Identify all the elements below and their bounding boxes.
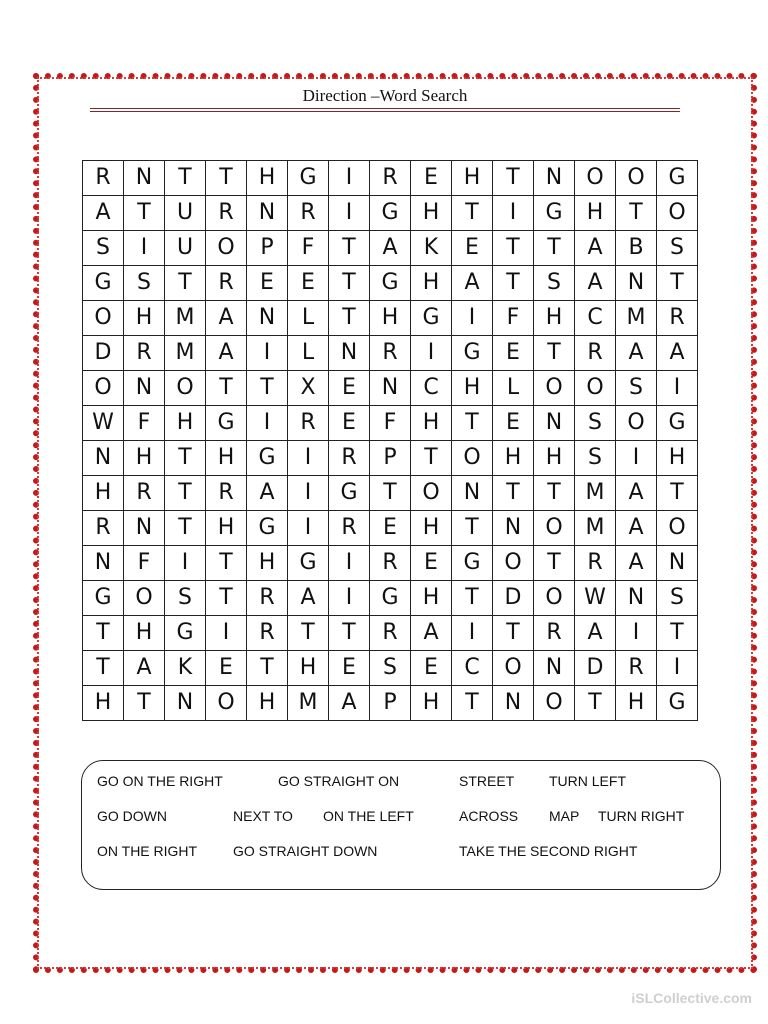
grid-cell: H	[411, 686, 452, 721]
grid-cell: R	[370, 546, 411, 581]
grid-cell: D	[575, 651, 616, 686]
grid-cell: E	[493, 336, 534, 371]
grid-cell: N	[370, 371, 411, 406]
grid-cell: O	[165, 371, 206, 406]
grid-cell: C	[452, 651, 493, 686]
word-list-item: ON THE RIGHT	[97, 843, 198, 859]
grid-cell: I	[288, 441, 329, 476]
grid-cell: A	[657, 336, 698, 371]
word-list-item: NEXT TO	[233, 808, 293, 824]
grid-cell: T	[452, 511, 493, 546]
grid-cell: T	[657, 266, 698, 301]
grid-cell: G	[370, 266, 411, 301]
grid-cell: H	[411, 266, 452, 301]
grid-cell: T	[493, 476, 534, 511]
grid-cell: C	[411, 371, 452, 406]
grid-cell: T	[493, 161, 534, 196]
grid-cell: I	[616, 616, 657, 651]
grid-cell: D	[493, 581, 534, 616]
grid-cell: T	[247, 651, 288, 686]
word-list-item: MAP	[549, 808, 580, 824]
grid-cell: S	[83, 231, 124, 266]
grid-cell: T	[329, 231, 370, 266]
watermark: iSLCollective.com	[631, 990, 752, 1006]
grid-cell: B	[616, 231, 657, 266]
grid-row	[83, 581, 698, 616]
grid-cell: A	[124, 651, 165, 686]
grid-cell: T	[83, 651, 124, 686]
grid-cell: P	[370, 686, 411, 721]
grid-cell: T	[493, 616, 534, 651]
grid-cell: T	[534, 336, 575, 371]
grid-cell: G	[247, 511, 288, 546]
grid-cell: I	[411, 336, 452, 371]
grid-cell: H	[83, 476, 124, 511]
word-list-item: TURN LEFT	[549, 773, 626, 789]
grid-cell: A	[411, 616, 452, 651]
grid-cell: T	[534, 231, 575, 266]
grid-row	[83, 371, 698, 406]
grid-cell: F	[124, 406, 165, 441]
word-list-box	[81, 760, 721, 890]
grid-cell: H	[534, 301, 575, 336]
grid-cell: R	[83, 511, 124, 546]
grid-cell: T	[206, 161, 247, 196]
grid-cell: F	[370, 406, 411, 441]
page-title: Direction –Word Search	[302, 86, 468, 105]
grid-cell: T	[124, 686, 165, 721]
grid-cell: F	[124, 546, 165, 581]
grid-cell: T	[452, 581, 493, 616]
grid-cell: N	[534, 161, 575, 196]
grid-cell: X	[288, 371, 329, 406]
grid-cell: G	[288, 546, 329, 581]
grid-cell: F	[288, 231, 329, 266]
grid-cell: T	[165, 476, 206, 511]
grid-cell: T	[329, 616, 370, 651]
grid-cell: I	[616, 441, 657, 476]
grid-cell: O	[657, 196, 698, 231]
grid-cell: H	[411, 511, 452, 546]
grid-cell: O	[575, 161, 616, 196]
grid-cell: A	[575, 231, 616, 266]
grid-cell: G	[452, 546, 493, 581]
grid-cell: S	[534, 266, 575, 301]
grid-cell: E	[329, 406, 370, 441]
grid-cell: R	[534, 616, 575, 651]
grid-cell: N	[247, 301, 288, 336]
grid-cell: A	[575, 616, 616, 651]
grid-cell: R	[370, 336, 411, 371]
grid-cell: O	[616, 161, 657, 196]
grid-cell: N	[493, 511, 534, 546]
grid-cell: H	[411, 196, 452, 231]
grid-row	[83, 161, 698, 196]
grid-cell: G	[452, 336, 493, 371]
grid-cell: R	[657, 301, 698, 336]
grid-cell: S	[657, 581, 698, 616]
grid-cell: S	[575, 406, 616, 441]
word-list-item: GO DOWN	[97, 808, 167, 824]
grid-cell: H	[206, 511, 247, 546]
grid-cell: G	[165, 616, 206, 651]
grid-row	[83, 301, 698, 336]
grid-cell: A	[575, 266, 616, 301]
grid-cell: S	[657, 231, 698, 266]
grid-cell: H	[247, 546, 288, 581]
grid-cell: R	[206, 266, 247, 301]
grid-cell: R	[575, 546, 616, 581]
grid-cell: O	[534, 371, 575, 406]
grid-cell: T	[452, 406, 493, 441]
grid-cell: O	[534, 581, 575, 616]
grid-cell: E	[329, 371, 370, 406]
grid-cell: H	[411, 406, 452, 441]
grid-cell: H	[575, 196, 616, 231]
grid-cell: M	[165, 301, 206, 336]
word-list-item: ON THE LEFT	[323, 808, 414, 824]
grid-cell: I	[657, 371, 698, 406]
grid-cell: G	[657, 686, 698, 721]
grid-cell: R	[370, 161, 411, 196]
grid-cell: O	[657, 511, 698, 546]
grid-cell: H	[124, 441, 165, 476]
grid-cell: T	[165, 511, 206, 546]
grid-cell: R	[83, 161, 124, 196]
grid-cell: D	[83, 336, 124, 371]
grid-cell: L	[493, 371, 534, 406]
grid-cell: T	[288, 616, 329, 651]
grid-cell: E	[247, 266, 288, 301]
grid-cell: I	[247, 336, 288, 371]
grid-cell: O	[493, 546, 534, 581]
grid-cell: I	[329, 546, 370, 581]
grid-cell: R	[288, 196, 329, 231]
grid-cell: M	[575, 511, 616, 546]
grid-cell: T	[534, 546, 575, 581]
grid-cell: H	[534, 441, 575, 476]
grid-cell: E	[370, 511, 411, 546]
grid-cell: S	[575, 441, 616, 476]
grid-cell: T	[165, 266, 206, 301]
grid-cell: H	[124, 616, 165, 651]
word-list-item: GO ON THE RIGHT	[97, 773, 223, 789]
grid-cell: G	[411, 301, 452, 336]
grid-cell: I	[288, 511, 329, 546]
grid-cell: P	[370, 441, 411, 476]
grid-row	[83, 266, 698, 301]
grid-cell: O	[124, 581, 165, 616]
grid-cell: R	[288, 406, 329, 441]
grid-cell: R	[206, 476, 247, 511]
grid-cell: A	[616, 546, 657, 581]
grid-cell: O	[616, 406, 657, 441]
word-list-item: GO STRAIGHT ON	[278, 773, 400, 789]
grid-cell: G	[534, 196, 575, 231]
grid-cell: N	[247, 196, 288, 231]
grid-cell: I	[452, 616, 493, 651]
title-underline	[90, 108, 680, 112]
grid-cell: G	[657, 406, 698, 441]
grid-cell: I	[329, 161, 370, 196]
grid-row	[83, 511, 698, 546]
grid-cell: F	[493, 301, 534, 336]
grid-cell: H	[370, 301, 411, 336]
grid-cell: N	[452, 476, 493, 511]
grid-cell: A	[616, 336, 657, 371]
grid-cell: G	[657, 161, 698, 196]
grid-cell: I	[657, 651, 698, 686]
grid-row	[83, 476, 698, 511]
grid-cell: T	[657, 616, 698, 651]
grid-cell: T	[165, 441, 206, 476]
grid-cell: R	[206, 196, 247, 231]
grid-cell: R	[247, 616, 288, 651]
grid-cell: R	[247, 581, 288, 616]
grid-cell: E	[452, 231, 493, 266]
grid-cell: L	[288, 336, 329, 371]
grid-cell: T	[575, 686, 616, 721]
grid-cell: K	[411, 231, 452, 266]
grid-cell: I	[288, 476, 329, 511]
grid-cell: I	[452, 301, 493, 336]
grid-cell: E	[288, 266, 329, 301]
grid-cell: G	[370, 581, 411, 616]
grid-row	[83, 616, 698, 651]
grid-cell: G	[288, 161, 329, 196]
grid-row	[83, 441, 698, 476]
grid-cell: T	[206, 546, 247, 581]
grid-cell: O	[575, 371, 616, 406]
grid-cell: T	[329, 301, 370, 336]
grid-cell: N	[329, 336, 370, 371]
grid-row	[83, 336, 698, 371]
grid-cell: N	[657, 546, 698, 581]
grid-cell: I	[329, 581, 370, 616]
grid-cell: P	[247, 231, 288, 266]
grid-cell: M	[616, 301, 657, 336]
grid-cell: I	[247, 406, 288, 441]
grid-cell: N	[83, 546, 124, 581]
grid-cell: E	[493, 406, 534, 441]
grid-cell: N	[83, 441, 124, 476]
grid-cell: E	[206, 651, 247, 686]
grid-row	[83, 686, 698, 721]
grid-cell: O	[493, 651, 534, 686]
grid-cell: A	[329, 686, 370, 721]
grid-cell: R	[329, 441, 370, 476]
grid-cell: O	[411, 476, 452, 511]
grid-cell: M	[288, 686, 329, 721]
grid-cell: E	[411, 546, 452, 581]
grid-cell: I	[329, 196, 370, 231]
grid-cell: S	[165, 581, 206, 616]
word-search-grid	[82, 160, 698, 721]
grid-cell: M	[165, 336, 206, 371]
grid-cell: G	[370, 196, 411, 231]
grid-cell: E	[329, 651, 370, 686]
grid-cell: H	[247, 686, 288, 721]
grid-cell: N	[616, 581, 657, 616]
grid-cell: W	[83, 406, 124, 441]
grid-cell: T	[124, 196, 165, 231]
grid-cell: H	[493, 441, 534, 476]
grid-cell: G	[247, 441, 288, 476]
grid-cell: H	[247, 161, 288, 196]
grid-cell: T	[206, 581, 247, 616]
grid-cell: L	[288, 301, 329, 336]
grid-row	[83, 196, 698, 231]
grid-cell: N	[493, 686, 534, 721]
grid-cell: T	[83, 616, 124, 651]
grid-cell: N	[165, 686, 206, 721]
grid-cell: T	[206, 371, 247, 406]
grid-cell: O	[206, 686, 247, 721]
grid-cell: R	[616, 651, 657, 686]
grid-cell: N	[616, 266, 657, 301]
grid-cell: N	[534, 651, 575, 686]
grid-cell: T	[329, 266, 370, 301]
grid-cell: G	[206, 406, 247, 441]
grid-cell: T	[534, 476, 575, 511]
grid-cell: O	[83, 301, 124, 336]
grid-cell: T	[247, 371, 288, 406]
word-list-item: STREET	[459, 773, 515, 789]
grid-cell: A	[616, 511, 657, 546]
grid-cell: H	[411, 581, 452, 616]
grid-cell: G	[83, 581, 124, 616]
grid-cell: A	[83, 196, 124, 231]
grid-cell: O	[452, 441, 493, 476]
word-list-item: ACROSS	[459, 808, 519, 824]
grid-cell: W	[575, 581, 616, 616]
grid-cell: T	[411, 441, 452, 476]
grid-cell: O	[206, 231, 247, 266]
grid-cell: H	[83, 686, 124, 721]
grid-cell: S	[370, 651, 411, 686]
grid-cell: R	[124, 336, 165, 371]
grid-cell: R	[329, 511, 370, 546]
grid-cell: E	[411, 161, 452, 196]
grid-cell: G	[329, 476, 370, 511]
grid-cell: R	[124, 476, 165, 511]
grid-cell: S	[124, 266, 165, 301]
grid-cell: H	[452, 371, 493, 406]
grid-cell: H	[452, 161, 493, 196]
grid-cell: T	[657, 476, 698, 511]
grid-cell: A	[247, 476, 288, 511]
grid-cell: K	[165, 651, 206, 686]
grid-cell: O	[83, 371, 124, 406]
grid-cell: N	[534, 406, 575, 441]
grid-cell: H	[165, 406, 206, 441]
grid-row	[83, 546, 698, 581]
grid-cell: U	[165, 231, 206, 266]
grid-row	[83, 231, 698, 266]
grid-cell: M	[575, 476, 616, 511]
grid-cell: T	[493, 231, 534, 266]
grid-cell: A	[288, 581, 329, 616]
grid-cell: A	[206, 336, 247, 371]
grid-cell: T	[370, 476, 411, 511]
grid-cell: T	[452, 196, 493, 231]
word-list-item: TAKE THE SECOND RIGHT	[459, 843, 638, 859]
grid-row	[83, 651, 698, 686]
grid-cell: A	[206, 301, 247, 336]
grid-cell: I	[124, 231, 165, 266]
grid-cell: H	[288, 651, 329, 686]
grid-cell: I	[206, 616, 247, 651]
grid-cell: A	[370, 231, 411, 266]
grid-cell: T	[493, 266, 534, 301]
grid-cell: T	[616, 196, 657, 231]
grid-cell: N	[124, 161, 165, 196]
grid-cell: H	[616, 686, 657, 721]
grid-cell: N	[124, 511, 165, 546]
grid-cell: G	[83, 266, 124, 301]
grid-cell: S	[616, 371, 657, 406]
word-list-item: GO STRAIGHT DOWN	[233, 843, 378, 859]
grid-cell: T	[165, 161, 206, 196]
grid-cell: I	[165, 546, 206, 581]
grid-row	[83, 406, 698, 441]
grid-cell: C	[575, 301, 616, 336]
grid-cell: O	[534, 511, 575, 546]
grid-cell: H	[206, 441, 247, 476]
grid-cell: E	[411, 651, 452, 686]
grid-cell: I	[493, 196, 534, 231]
grid-cell: A	[616, 476, 657, 511]
word-list-item: TURN RIGHT	[598, 808, 685, 824]
grid-cell: H	[124, 301, 165, 336]
grid-cell: U	[165, 196, 206, 231]
grid-cell: O	[534, 686, 575, 721]
grid-cell: A	[452, 266, 493, 301]
grid-cell: N	[124, 371, 165, 406]
grid-cell: T	[452, 686, 493, 721]
grid-cell: R	[370, 616, 411, 651]
grid-cell: R	[575, 336, 616, 371]
grid-cell: H	[657, 441, 698, 476]
